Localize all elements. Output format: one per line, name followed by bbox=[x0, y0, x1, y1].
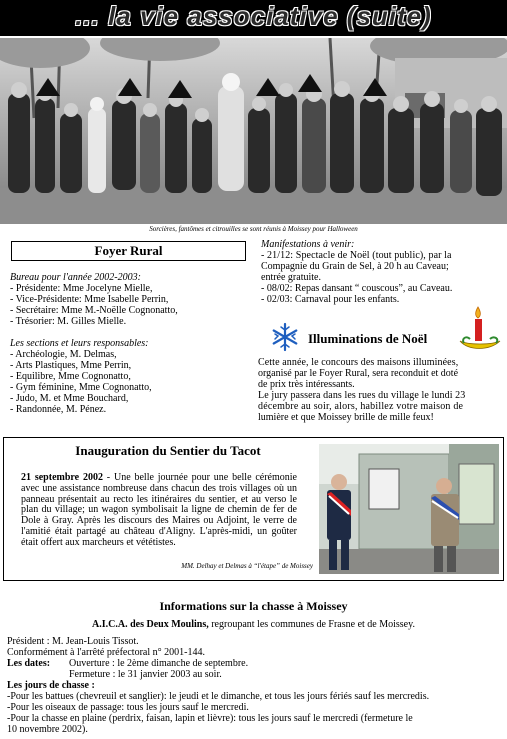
manifestation-line: entrée gratuite. bbox=[261, 272, 321, 283]
jours-item: 10 novembre 2002). bbox=[7, 724, 88, 735]
illuminations-line: Le jury passera dans les rues du village le lundi 23 bbox=[258, 390, 466, 401]
bureau-item: - Secrétaire: Mme M.-Noëlle Cognonatto, bbox=[10, 305, 178, 316]
chasse-president: Président : M. Jean-Louis Tissot. bbox=[7, 636, 139, 647]
section-item: - Randonnée, M. Pénez. bbox=[10, 404, 107, 415]
section-item: - Gym féminine, Mme Cognonatto, bbox=[10, 382, 152, 393]
candle-icon bbox=[458, 305, 502, 353]
page-title: ... la vie associative (suite) bbox=[75, 1, 432, 31]
bureau-item: - Trésorier: M. Gilles Mielle. bbox=[10, 316, 127, 327]
aica-name: A.I.C.A. des Deux Moulins, bbox=[92, 619, 209, 630]
manifestation-line: - 21/12: Spectacle de Noël (tout public), par la bbox=[261, 250, 452, 261]
illuminations-line: lumière et que Moissey brille de mille feux! bbox=[258, 412, 434, 423]
sentier-title: Inauguration du Sentier du Tacot bbox=[75, 443, 261, 458]
sentier-caption: MM. Delhay et Delmas à “l'étape” de Moissey bbox=[181, 562, 313, 570]
illuminations-title: Illuminations de Noël bbox=[308, 331, 428, 346]
section-item: - Arts Plastiques, Mme Perrin, bbox=[10, 360, 132, 371]
chasse-arrete: Conformément à l'arrêté préfectoral n° 2001-144. bbox=[7, 647, 205, 658]
title-banner bbox=[0, 0, 507, 36]
illuminations-line: décembre au soir, alors, habillez votre maison de bbox=[258, 401, 464, 412]
inauguration-photo bbox=[319, 444, 499, 574]
photo-caption: Sorcières, fantômes et citrouilles se sont réunis à Moissey pour Halloween bbox=[149, 225, 358, 233]
aica-line bbox=[0, 619, 507, 630]
sentier-body: - Une belle journée pour une belle cérémonie avec une assistance nombreuse dans chacun des trois villages où un panneau présentait au recto les itinéraires du sentier, et au verso le plan du village; un wagon symbolisait la ligne de chemin de fer de Dole à Gray. Après les discours des Maires ou Adjoint, le verre de l'amitié était partagé au château d'Aligny. L'après-midi, un goûter était offert aux marcheurs et vététistes. bbox=[21, 472, 297, 548]
foyer-rural-title: Foyer Rural bbox=[94, 243, 163, 258]
bureau-item: - Vice-Présidente: Mme Isabelle Perrin, bbox=[10, 294, 169, 305]
sentier-paragraph bbox=[21, 473, 297, 549]
manifestation-line: - 02/03: Carnaval pour les enfants. bbox=[261, 294, 400, 305]
section-item: - Equilibre, Mme Cognonatto, bbox=[10, 371, 131, 382]
jours-item: -Pour la chasse en plaine (perdrix, faisan, lapin et lièvre): tous les jours sauf le mercredi (fermeture le bbox=[7, 713, 413, 724]
halloween-photo bbox=[0, 38, 507, 224]
chasse-title: Informations sur la chasse à Moissey bbox=[159, 599, 348, 613]
chasse-ouverture: Ouverture : le 2ème dimanche de septembre. bbox=[69, 658, 249, 669]
jours-item: -Pour les oiseaux de passage: tous les jours sauf le mercredi. bbox=[7, 702, 249, 713]
section-item: - Judo, M. et Mme Bouchard, bbox=[10, 393, 129, 404]
sections-heading: Les sections et leurs responsables: bbox=[10, 338, 149, 349]
chasse-fermeture: Fermeture : le 31 janvier 2003 au soir. bbox=[69, 669, 222, 680]
bureau-item: - Présidente: Mme Jocelyne Mielle, bbox=[10, 283, 153, 294]
bureau-heading: Bureau pour l'année 2002-2003: bbox=[10, 272, 141, 283]
illuminations-line: Cette année, le concours des maisons illuminées, bbox=[258, 357, 459, 368]
manifestation-line: Compagnie du Grain de Sel, à 20 h au Caveau; bbox=[261, 261, 449, 272]
sentier-date: 21 septembre 2002 bbox=[21, 472, 103, 483]
dates-label: Les dates: bbox=[7, 658, 51, 669]
section-item: - Archéologie, M. Delmas, bbox=[10, 349, 117, 360]
illuminations-line: de prix très intéressants. bbox=[258, 379, 355, 390]
jours-label: Les jours de chasse : bbox=[7, 680, 95, 691]
snowflake-icon bbox=[270, 322, 300, 352]
manifestations-heading: Manifestations à venir: bbox=[261, 239, 355, 250]
jours-item: -Pour les battues (chevreuil et sanglier): le jeudi et le dimanche, et tous les jours fériés sauf les mercredis. bbox=[7, 691, 430, 702]
manifestation-line: - 08/02: Repas dansant “ couscous”, au Caveau. bbox=[261, 283, 453, 294]
aica-rest: regroupant les communes de Frasne et de Moissey. bbox=[208, 619, 415, 630]
illuminations-line: organisé par le Foyer Rural, sera reconduit et doté bbox=[258, 368, 459, 379]
